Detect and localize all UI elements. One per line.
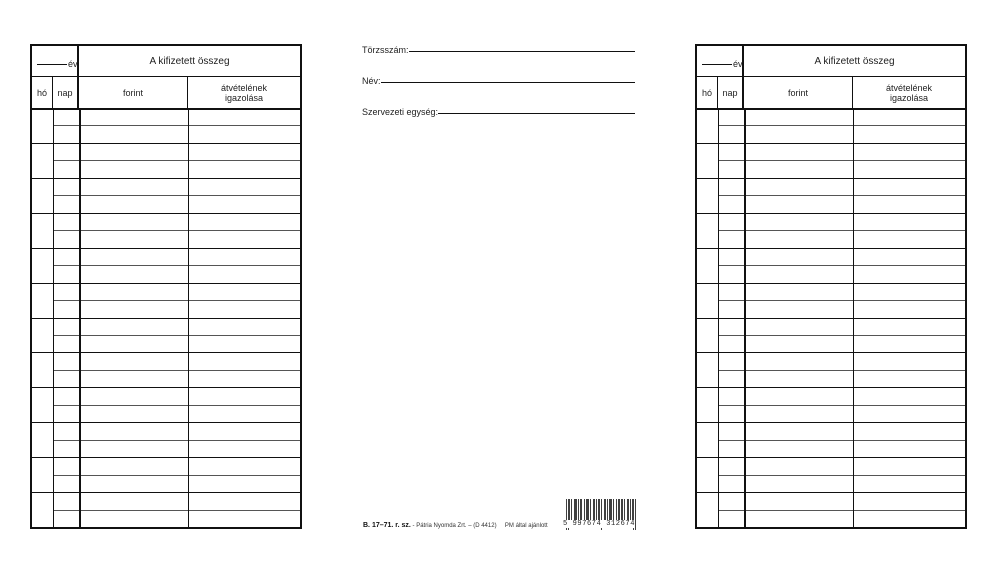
paid-amount-title: A kifizetett összeg	[79, 46, 300, 77]
barcode-bar	[622, 499, 623, 522]
recommended-note: PM által ajánlott	[504, 523, 548, 529]
column-line	[853, 108, 854, 527]
row-line	[718, 475, 965, 476]
year-cell	[32, 46, 79, 77]
row-line	[53, 510, 300, 511]
barcode-bar	[586, 499, 587, 522]
row-line	[32, 248, 300, 249]
row-line	[718, 405, 965, 406]
column-line	[79, 108, 81, 527]
row-line	[718, 125, 965, 126]
barcode-bar	[604, 499, 605, 522]
row-line	[697, 492, 965, 493]
barcode-bar	[607, 499, 608, 522]
row-line	[32, 457, 300, 458]
row-line	[32, 283, 300, 284]
receipt-header-line2: igazolása	[889, 92, 928, 103]
row-line	[697, 213, 965, 214]
row-line	[53, 475, 300, 476]
row-line	[718, 300, 965, 301]
row-line	[32, 213, 300, 214]
barcode-bar	[580, 499, 581, 522]
barcode-bar	[571, 499, 572, 522]
year-label: év	[68, 59, 78, 69]
table-header	[32, 46, 300, 110]
row-line	[697, 457, 965, 458]
barcode-bar	[569, 499, 570, 522]
barcode-bar	[613, 499, 614, 522]
barcode-bar	[621, 499, 622, 522]
ledger-table-left	[30, 44, 302, 529]
barcode-bar	[584, 499, 585, 522]
row-line	[53, 230, 300, 231]
forint-column-header: forint	[79, 77, 188, 108]
barcode-bar	[596, 499, 597, 522]
barcode-bar	[590, 499, 591, 522]
registry-number-label: Törzsszám:	[362, 45, 409, 55]
receipt-header-line1: átvételének	[885, 82, 933, 93]
row-line	[697, 352, 965, 353]
row-line	[32, 143, 300, 144]
registry-number-field[interactable]	[409, 51, 635, 52]
day-column-header: nap	[53, 77, 79, 108]
barcode-bar	[587, 499, 588, 522]
row-line	[53, 160, 300, 161]
row-line	[697, 387, 965, 388]
row-line	[718, 230, 965, 231]
row-line	[32, 422, 300, 423]
year-blank-line[interactable]	[702, 64, 732, 65]
receipt-header-line2: igazolása	[224, 92, 263, 103]
barcode-bar	[632, 499, 633, 522]
barcode-bar	[588, 499, 589, 522]
barcode-bar	[574, 499, 575, 522]
barcode-bar	[594, 499, 595, 522]
barcode-bar	[627, 499, 628, 522]
org-unit-label: Szervezeti egység:	[362, 107, 439, 117]
table-body	[32, 108, 300, 527]
month-column-header: hó	[697, 77, 718, 108]
form-number: B. 17–71. r. sz.	[363, 522, 411, 529]
row-line	[718, 195, 965, 196]
barcode-bar	[619, 499, 620, 522]
barcode-bar	[624, 499, 625, 522]
row-line	[53, 370, 300, 371]
column-line	[744, 108, 746, 527]
row-line	[697, 318, 965, 319]
table-body	[697, 108, 965, 527]
barcode-bar	[616, 499, 617, 522]
column-line	[718, 108, 719, 527]
row-line	[697, 248, 965, 249]
row-line	[32, 387, 300, 388]
row-line	[718, 440, 965, 441]
row-line	[718, 370, 965, 371]
row-line	[53, 265, 300, 266]
receipt-header-line1: átvételének	[220, 82, 268, 93]
row-line	[53, 195, 300, 196]
row-line	[53, 300, 300, 301]
form-footer	[363, 522, 548, 529]
org-unit-field[interactable]	[438, 113, 635, 114]
row-line	[697, 422, 965, 423]
row-line	[697, 283, 965, 284]
year-cell	[697, 46, 744, 77]
row-line	[32, 178, 300, 179]
row-line	[32, 492, 300, 493]
row-line	[53, 405, 300, 406]
name-label: Név:	[362, 76, 381, 86]
barcode-bar	[618, 499, 619, 522]
receipt-column-header	[188, 77, 300, 108]
table-header	[697, 46, 965, 110]
barcode-bar	[575, 499, 576, 522]
row-line	[718, 265, 965, 266]
ledger-table-right	[695, 44, 967, 529]
barcode-bar	[611, 499, 612, 522]
barcode-bar	[610, 499, 611, 522]
row-line	[718, 160, 965, 161]
barcode-bar	[630, 499, 631, 522]
barcode-bar	[593, 499, 594, 522]
barcode-bar	[609, 499, 610, 522]
barcode-bar	[635, 499, 636, 530]
printer-info: - Pátria Nyomda Zrt. – (D 4412)	[410, 523, 497, 529]
row-line	[718, 335, 965, 336]
barcode-bar	[628, 499, 629, 522]
row-line	[32, 318, 300, 319]
month-column-header: hó	[32, 77, 53, 108]
barcode-bar	[599, 499, 600, 522]
day-column-header: nap	[718, 77, 744, 108]
row-line	[697, 178, 965, 179]
paid-amount-title: A kifizetett összeg	[744, 46, 965, 77]
row-line	[53, 125, 300, 126]
row-line	[718, 510, 965, 511]
receipt-column-header	[853, 77, 965, 108]
row-line	[53, 335, 300, 336]
column-line	[188, 108, 189, 527]
column-line	[53, 108, 54, 527]
barcode-bar	[578, 499, 579, 522]
forint-column-header: forint	[744, 77, 853, 108]
year-blank-line[interactable]	[37, 64, 67, 65]
barcode-digits: 5 997674 312674	[563, 520, 636, 528]
row-line	[697, 143, 965, 144]
row-line	[53, 440, 300, 441]
row-line	[32, 352, 300, 353]
barcode-bar	[598, 499, 599, 522]
year-label: év	[733, 59, 743, 69]
barcode-bar	[576, 499, 577, 522]
barcode-bar	[605, 499, 606, 522]
name-field[interactable]	[381, 82, 635, 83]
barcode-bar	[581, 499, 582, 522]
